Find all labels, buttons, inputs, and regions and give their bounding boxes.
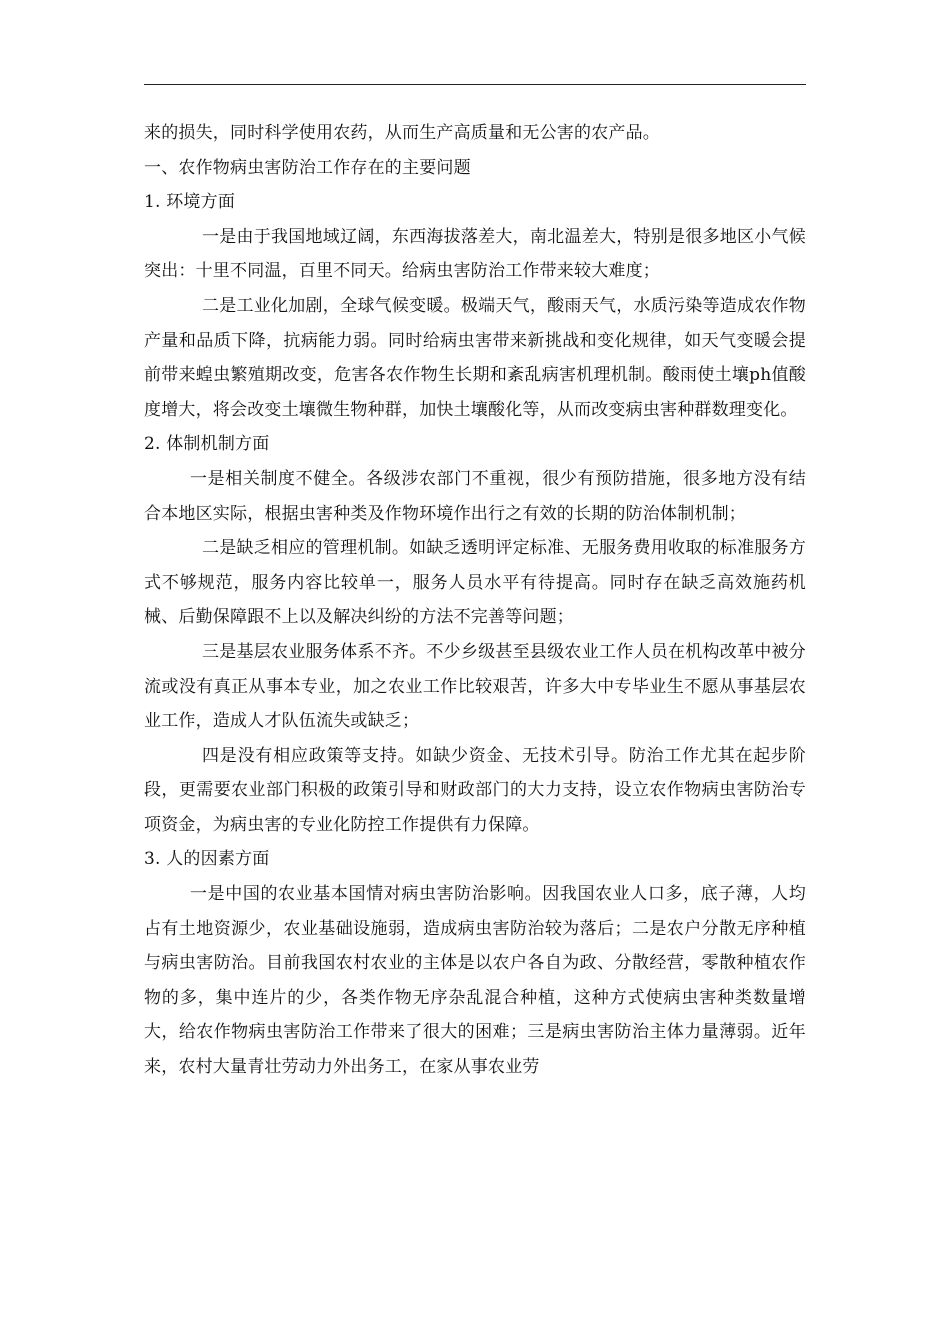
paragraph: 一是相关制度不健全。各级涉农部门不重视，很少有预防措施，很多地方没有结合本地区实际，根据虫害种类及作物环境作出行之有效的长期的防治体制机制； xyxy=(144,468,806,524)
section-heading: 一、农作物病虫害防治工作存在的主要问题 xyxy=(144,157,471,178)
subsection-heading: 1. 环境方面 xyxy=(144,192,236,213)
paragraph: 二是缺乏相应的管理机制。如缺乏透明评定标准、无服务费用收取的标准服务方式不够规范，服务内容比较单一，服务人员水平有待提高。同时存在缺乏高效施药机械、后勤保障跟不上以及解决纠纷的方法不完善等问题； xyxy=(144,538,806,628)
document-body xyxy=(144,116,806,1085)
paragraph: 四是没有相应政策等支持。如缺少资金、无技术引导。防治工作尤其在起步阶段，更需要农业部门积极的政策引导和财政部门的大力支持，设立农作物病虫害防治专项资金，为病虫害的专业化防控工作提供有力保障。 xyxy=(144,745,806,835)
paragraph: 来的损失，同时科学使用农药，从而生产高质量和无公害的农产品。 xyxy=(144,123,660,143)
subsection-heading: 3. 人的因素方面 xyxy=(144,849,270,870)
paragraph: 三是基层农业服务体系不齐。不少乡级甚至县级农业工作人员在机构改革中被分流或没有真正从事本专业，加之农业工作比较艰苦，许多大中专毕业生不愿从事基层农业工作，造成人才队伍流失或缺乏； xyxy=(144,641,806,732)
header-rule xyxy=(144,84,806,85)
subsection-heading: 2. 体制机制方面 xyxy=(144,434,270,455)
paragraph: 二是工业化加剧，全球气候变暖。极端天气，酸雨天气，水质污染等造成农作物产量和品质下降，抗病能力弱。同时给病虫害带来新挑战和变化规律，如天气变暖会提前带来蝗虫繁殖期改变，危害各农作物生长期和紊乱病害机理机制。酸雨使土壤ph值酸度增大，将会改变土壤微生物种群，加快土壤酸化等，从而改变病虫害种群数理变化。 xyxy=(144,295,806,420)
paragraph: 一是中国的农业基本国情对病虫害防治影响。因我国农业人口多，底子薄，人均占有土地资源少，农业基础设施弱，造成病虫害防治较为落后；二是农户分散无序种植与病虫害防治。目前我国农村农业的主体是以农户各自为政、分散经营，零散种植农作物的多，集中连片的少，各类作物无序杂乱混合种植，这种方式使病虫害种类数量增大，给农作物病虫害防治工作带来了很大的困难；三是病虫害防治主体力量薄弱。近年来，农村大量青壮劳动力外出务工，在家从事农业劳 xyxy=(144,884,806,1078)
paragraph: 一是由于我国地域辽阔，东西海拔落差大，南北温差大，特别是很多地区小气候突出：十里不同温，百里不同天。给病虫害防治工作带来较大难度； xyxy=(144,226,806,282)
